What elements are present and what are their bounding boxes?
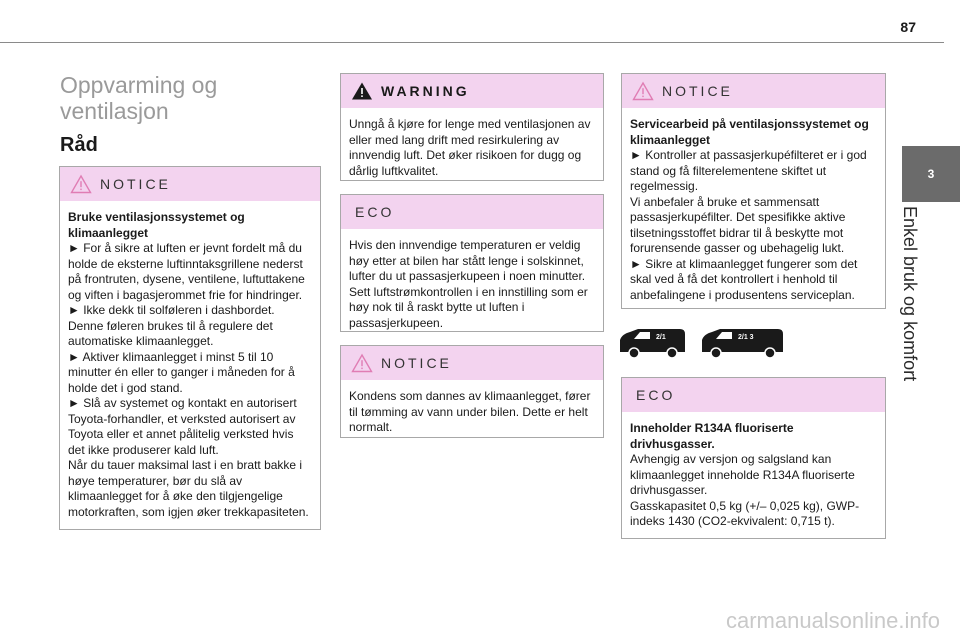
page-number: 87 [900,19,916,35]
section-title: Oppvarming og ventilasjon [60,72,218,124]
van-long-icon [698,326,786,360]
notice-line: Når du tauer maksimal last i en bratt bakke i høye temperaturer, bør du slå av klimaanlegget for å øke den tilgjengelige motorkraften, som igjen øker trekkapasiteten. [68,458,309,519]
notice-box-servicing [621,73,886,309]
van-short-icon [616,326,688,360]
notice-header [622,74,885,108]
notice-body [341,380,603,444]
warning-text: Unngå å kjøre for lenge med ventilasjonen av eller med lang drift med resirkulering av innvendig luft. Det øker risikoen for dugg og dårlig luftkvalitet. [349,117,591,178]
eco-label: ECO [636,387,676,403]
vehicle-version-icons [616,326,786,360]
notice-label: NOTICE [100,176,171,192]
notice-line: ► Kontroller at passasjerkupéfilteret er i god stand og få filterelementene skiftet ut regelmessig. [630,148,867,193]
notice-header [60,167,320,201]
notice-line: ► Aktiver klimaanlegget i minst 5 til 10 minutter én eller to ganger i måneden for å holde det i god stand. [68,349,295,395]
eco-box-r134a [621,377,886,539]
notice-line: ► Sikre at klimaanlegget fungerer som det skal ved å få det kontrollert i henhold til anbefalingene i produsentens serviceplan. [630,256,858,302]
notice-box-condensation [340,345,604,438]
notice-line: ► Ikke dekk til solføleren i dashbordet. Denne føleren brukes til å regulere det automatiske klimaanlegget. [68,303,275,348]
eco-box-ventilate-cabin [340,194,604,332]
notice-heading: Servicearbeid på ventilasjonssystemet og klimaanlegget [630,117,869,147]
notice-line: Vi anbefaler å bruke et sammensatt passasjerkupéfilter. Det spesifikke aktive tilsetningsstoffet bidrar til å beskytte mot forurensende gasser og ubehagelig lukt. [630,194,846,255]
chapter-title: Enkel bruk og komfort [900,206,920,382]
header-rule [0,42,944,43]
notice-body [622,108,885,311]
eco-text: Hvis den innvendige temperaturen er veldig høy etter at bilen har stått lenge i solskinnet, lufter du ut passasjerkupeen i noen minutter. Sett luftstrømkontrollen i en innstilling som er høy nok til å raskt bytte ut luften i passasjerkupeen. [349,238,588,330]
eco-body [341,229,603,339]
eco-line: Gasskapasitet 0,5 kg (+/– 0,025 kg), GWP-indeks 1430 (CO2-ekvivalent: 0,715 t). [630,498,860,528]
watermark: carmanualsonline.info [725,608,940,633]
eco-label: ECO [355,204,395,220]
eco-header [341,195,603,229]
eco-line: Avhengig av versjon og salgsland kan klimaanlegget inneholde R134A fluoriserte drivhusgasser. [630,452,855,497]
warning-triangle-outline-icon [632,81,654,101]
warning-body [341,108,603,187]
notice-body [60,201,320,528]
notice-heading: Bruke ventilasjonssystemet og klimaanlegget [68,210,245,240]
eco-heading: Inneholder R134A fluoriserte drivhusgasser. [630,421,794,451]
warning-triangle-outline-icon [351,353,373,373]
warning-box-recirculation [340,73,604,181]
warning-triangle-outline-icon [70,174,92,194]
warning-triangle-filled-icon [351,81,373,101]
van-long-label: 2/1 3 [738,334,754,341]
warning-label: WARNING [381,83,470,99]
chapter-tab[interactable]: 3 [902,146,960,202]
notice-line: ► For å sikre at luften er jevnt fordelt må du holde de eksterne luftinntaksgrillene nederst på frontruten, dysene, ventilene, luftuttakene og viften i bagasjerommet frie for hindringer. [68,241,305,302]
van-short-label: 2/1 [656,334,666,341]
eco-body [622,412,885,538]
eco-header [622,378,885,412]
notice-line: ► Slå av systemet og kontakt en autorisert Toyota-forhandler, et verksted autorisert av Toyota eller et annet pålitelig verksted hvis det ikke produserer kald luft. [68,396,297,457]
subsection-title: Råd [60,134,98,156]
notice-header [341,346,603,380]
notice-label: NOTICE [381,355,452,371]
notice-box-ventilation-use [59,166,321,530]
notice-text: Kondens som dannes av klimaanlegget, fører til tømming av vann under bilen. Dette er helt normalt. [349,389,591,434]
warning-header [341,74,603,108]
notice-label: NOTICE [662,83,733,99]
